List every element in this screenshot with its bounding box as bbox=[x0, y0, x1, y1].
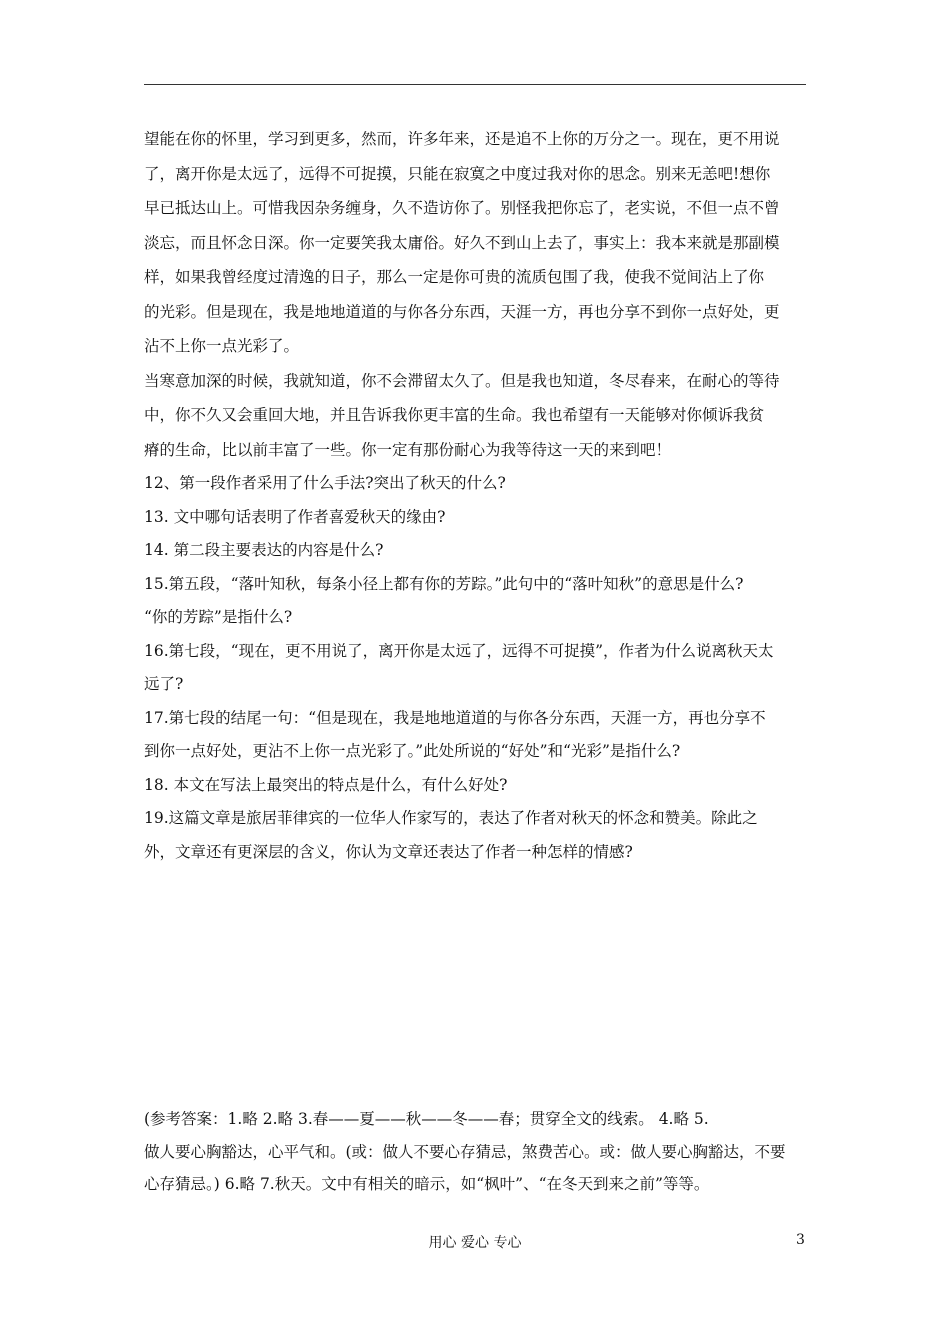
page-number: 3 bbox=[796, 1232, 805, 1248]
question-line: 18. 本文在写法上最突出的特点是什么，有什么好处? bbox=[144, 775, 508, 794]
question-line: 14. 第二段主要表达的内容是什么? bbox=[144, 541, 384, 559]
question-line: 19.这篇文章是旅居菲律宾的一位华人作家写的，表达了作者对秋天的怀念和赞美。除此之 bbox=[144, 809, 758, 827]
question-line: 到你一点好处，更沾不上你一点光彩了。”此处所说的“好处”和“光彩”是指什么? bbox=[144, 742, 681, 760]
footer-text: 用心 爱心 专心 bbox=[428, 1235, 522, 1251]
answer-line: 心存猜忌。) 6.略 7.秋天。文中有相关的暗示，如“枫叶”、“在冬天到来之前”等等。 bbox=[144, 1175, 710, 1193]
passage-line: 淡忘，而且怀念日深。你一定要笑我太庸俗。好久不到山上去了，事实上：我本来就是那副模 bbox=[144, 233, 780, 252]
passage-line: 的光彩。但是现在，我是地地道道的与你各分东西，天涯一方，再也分享不到你一点好处，更 bbox=[144, 302, 780, 321]
page-content bbox=[144, 122, 806, 1201]
passage-line: 沾不上你一点光彩了。 bbox=[144, 337, 300, 355]
answers-section bbox=[144, 1103, 806, 1201]
question-line: 外，文章还有更深层的含义，你认为文章还表达了作者一种怎样的情感? bbox=[144, 842, 633, 861]
passage-section bbox=[144, 122, 806, 467]
passage-line: 早已抵达山上。可惜我因杂务缠身，久不造访你了。别怪我把你忘了，老实说，不但一点不曾 bbox=[144, 199, 780, 217]
header-rule bbox=[144, 84, 806, 85]
passage-line: 当寒意加深的时候，我就知道，你不会滞留太久了。但是我也知道，冬尽春来，在耐心的等待 bbox=[144, 371, 780, 390]
passage-line: 了，离开你是太远了，远得不可捉摸，只能在寂寞之中度过我对你的思念。别来无恙吧!想你 bbox=[144, 164, 771, 183]
question-line: 16.第七段，“现在，更不用说了，离开你是太远了，远得不可捉摸”，作者为什么说离秋天太 bbox=[144, 641, 774, 660]
question-line: 15.第五段，“落叶知秋，每条小径上都有你的芳踪。”此句中的“落叶知秋”的意思是什么? bbox=[144, 574, 744, 593]
question-line: 13. 文中哪句话表明了作者喜爱秋天的缘由? bbox=[144, 507, 446, 526]
answer-line: (参考答案：1.略 2.略 3.春——夏——秋——冬——春；贯穿全文的线索。 4.略 5. bbox=[144, 1110, 709, 1128]
question-line: “你的芳踪”是指什么? bbox=[144, 608, 293, 626]
blank-space bbox=[144, 869, 806, 1103]
questions-section bbox=[144, 467, 806, 869]
question-line: 17.第七段的结尾一句：“但是现在，我是地地道道的与你各分东西，天涯一方，再也分享不 bbox=[144, 708, 766, 727]
passage-line: 望能在你的怀里，学习到更多，然而，许多年来，还是追不上你的万分之一。现在，更不用说 bbox=[144, 130, 780, 148]
passage-line: 瘠的生命，比以前丰富了一些。你一定有那份耐心为我等待这一天的来到吧！ bbox=[144, 440, 672, 459]
answer-line: 做人要心胸豁达，心平气和。(或：做人不要心存猜忌，煞费苦心。或：做人要心胸豁达，不要 bbox=[144, 1142, 786, 1161]
passage-line: 样，如果我曾经度过清逸的日子，那么一定是你可贵的流质包围了我，使我不觉间沾上了你 bbox=[144, 268, 765, 286]
question-line: 12、第一段作者采用了什么手法?突出了秋天的什么? bbox=[144, 474, 506, 492]
passage-line: 中，你不久又会重回大地，并且告诉我你更丰富的生命。我也希望有一天能够对你倾诉我贫 bbox=[144, 406, 765, 424]
question-line: 远了? bbox=[144, 675, 184, 693]
